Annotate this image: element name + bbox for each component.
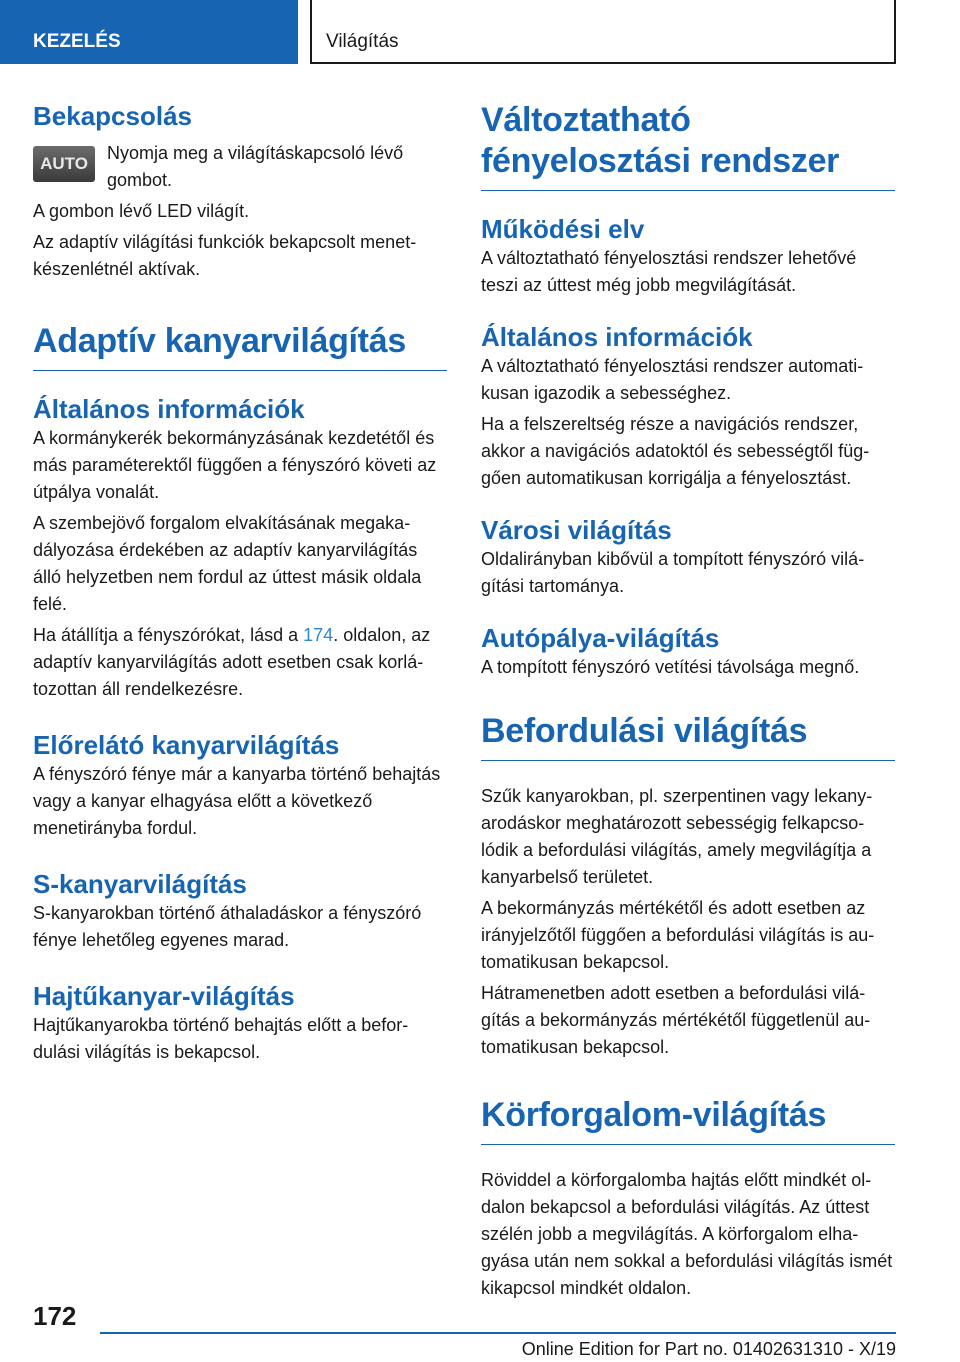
section-title-korforgalom: Körforgalom-világítás xyxy=(481,1095,895,1145)
paragraph: Nyomja meg a világításkapcsoló lévő gombot. xyxy=(107,143,404,190)
section-title-adaptiv: Adaptív kanyarvilágítás xyxy=(33,321,447,371)
paragraph: Ha a felszereltség része a navigációs rendszer, akkor a navigációs adatoktól és sebességtől függően automatikusan korrigálja a fényelosztást. xyxy=(481,414,870,488)
paragraph: A tompított fényszóró vetítési távolsága megnő. xyxy=(481,657,860,677)
heading-altalanos: Általános információk xyxy=(481,322,753,352)
footer-divider xyxy=(100,1332,896,1334)
paragraph: Oldalirányban kibővül a tompított fényszóró világítási tartománya. xyxy=(481,549,865,596)
text: Ha átállítja a fényszórókat, lásd a xyxy=(33,625,304,645)
heading-hajtu: Hajtűkanyar-világítás xyxy=(33,981,295,1011)
heading-varosi: Városi világítás xyxy=(481,515,672,545)
heading-bekapcsolas: Bekapcsolás xyxy=(33,101,192,131)
text: . oldalon, az adaptív kanyarvilágítás adott esetben csak korlátozottan áll rendelkezésre. xyxy=(33,625,431,699)
paragraph: S-kanyarokban történő áthaladáskor a fényszóró fénye lehetőleg egyenes marad. xyxy=(33,903,422,950)
page-reference-link[interactable]: 174 xyxy=(303,625,334,645)
paragraph: A változtatható fényelosztási rendszer lehetővé teszi az úttest még jobb megvilágítását. xyxy=(481,248,857,295)
page-number: 172 xyxy=(33,1301,77,1331)
heading-autopalya: Autópálya-világítás xyxy=(481,623,720,653)
paragraph: A kormánykerék bekormányzásának kezdetétől és más paraméterektől függően a fényszóró követi az útpálya vonalát. xyxy=(33,428,437,502)
footer-edition-text: Online Edition for Part no. 01402631310 - X/19 xyxy=(521,1339,896,1359)
paragraph: Hajtűkanyarokba történő behajtás előtt a befordulási világítás is bekapcsol. xyxy=(33,1015,409,1062)
paragraph: Szűk kanyarokban, pl. szerpentinen vagy lekanyarodáskor meghatározott sebességig felkapcsolódik a befordulási világítás, amely megvilágítja a kanyarbelső területet. xyxy=(481,786,873,887)
auto-button-row xyxy=(33,140,447,190)
heading-elorelato: Előrelátó kanyarvilágítás xyxy=(33,730,340,760)
paragraph-with-page-ref xyxy=(33,622,447,703)
heading-s-kanyar: S-kanyarvilágítás xyxy=(33,869,247,899)
paragraph: Hátramenetben adott esetben a befordulási világítás a bekormányzás mértékétől függetlenül automatikusan bekapcsol. xyxy=(481,983,871,1057)
heading-altalanos: Általános információk xyxy=(33,394,305,424)
section-title-valtoztathato: Változtatható fényelosztási rendszer xyxy=(481,100,895,191)
paragraph: A szembejövő forgalom elvakításának megakadályozása érdekében az adaptív kanyarvilágítás álló helyzetben nem fordul az úttest másik oldala felé. xyxy=(33,513,422,614)
left-column xyxy=(33,100,447,1066)
auto-button-icon: AUTO xyxy=(33,146,95,182)
header-topic-tab: Világítás xyxy=(310,0,896,64)
right-column xyxy=(481,100,895,1302)
heading-mukodesi: Működési elv xyxy=(481,214,645,244)
paragraph: A fényszóró fénye már a kanyarba történő behajtás vagy a kanyar elhagyása előtt a következő menetirányba fordul. xyxy=(33,764,441,838)
paragraph: A gombon lévő LED világít. xyxy=(33,201,250,221)
section-title-befordulasi: Befordulási világítás xyxy=(481,711,895,761)
paragraph: Röviddel a körforgalomba hajtás előtt mindkét oldalon bekapcsol a befordulási világítás. Az úttest szélén jobb a megvilágítás. A körforgalom elhagyása után nem sokkal a befordulási világítás ismét kikapcsol mindkét oldalon. xyxy=(481,1170,893,1298)
paragraph: A változtatható fényelosztási rendszer automatikusan igazodik a sebességhez. xyxy=(481,356,864,403)
paragraph: Az adaptív világítási funkciók bekapcsolt menetkészenlétnél aktívak. xyxy=(33,232,417,279)
paragraph: A bekormányzás mértékétől és adott esetben az irányjelzőtől függően a befordulási világítás is automatikusan bekapcsol. xyxy=(481,898,875,972)
header-section-tab: KEZELÉS xyxy=(0,0,298,64)
